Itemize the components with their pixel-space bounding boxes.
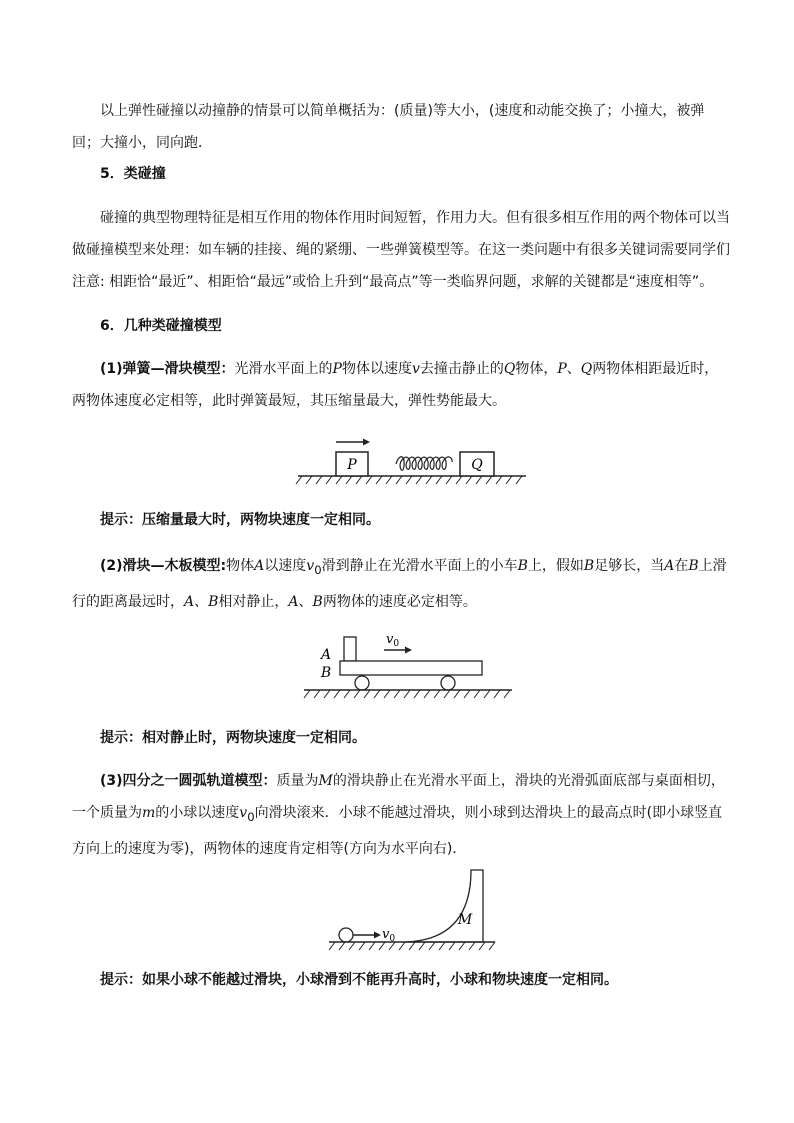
model-2-text: 两物体的速度必定相等。 <box>322 593 477 610</box>
paragraph-spring-block-model <box>72 353 732 417</box>
model-2-text: 以速度 <box>264 558 307 574</box>
var-A: A <box>254 558 265 574</box>
cart-wheel-left <box>355 676 369 690</box>
var-A: A <box>184 593 195 610</box>
var-M: M <box>318 773 333 789</box>
label-A: A <box>320 647 332 663</box>
paragraph-quarter-arc-model <box>72 765 732 865</box>
var-v0-subscript: 0 <box>314 562 322 577</box>
model-2-text: 、 <box>194 593 209 610</box>
var-B: B <box>583 558 595 574</box>
ball-m <box>339 928 353 942</box>
paragraph-elastic-summary: 以上弹性碰撞以动撞静的情景可以简单概括为：(质量)等大小，(速度和动能交换了；小撞大，被弹回；大撞小，同向跑． <box>72 103 705 151</box>
hint-block-board: 提示：相对静止时，两物块速度一定相同。 <box>100 730 366 746</box>
var-v0: v <box>239 805 248 821</box>
block-Q-label: Q <box>471 457 483 473</box>
model-2-text: 足够长，当 <box>594 558 665 574</box>
ground-hatch <box>296 476 522 484</box>
velocity-arrowhead <box>405 647 412 654</box>
figure-quarter-arc <box>325 866 505 954</box>
var-B: B <box>312 593 323 610</box>
var-v: v <box>411 361 420 377</box>
hint-quarter-arc: 提示：如果小球不能越过滑块，小球滑到不能再升高时，小球和物块速度一定相同。 <box>100 972 618 988</box>
model-3-text: 向滑块滚来．小球不能越过滑块，则小球到达滑块上的最高点时(即小球竖直方向上的速度为零)，两物体的速度肯定相等(方向为水平向右)． <box>72 805 723 857</box>
velocity-label: $v_0$ <box>382 927 396 944</box>
var-v0: v <box>306 558 315 574</box>
model-1-text: 物体， <box>515 361 558 377</box>
var-B: B <box>208 593 219 610</box>
figure-block-board <box>300 626 520 706</box>
cart-wheel-right <box>441 676 455 690</box>
model-2-text: 在 <box>674 558 689 574</box>
arc-slider-M <box>405 870 483 942</box>
model-2-text: 物体 <box>226 558 255 574</box>
model-2-text: 上滑行的距离最远时， <box>72 558 727 610</box>
model-2-text: 、 <box>298 593 313 610</box>
var-m: m <box>142 805 156 821</box>
ground-hatch <box>329 942 495 950</box>
model-1-title: (1)弹簧—滑块模型： <box>100 361 235 377</box>
model-2-text: 相对静止， <box>218 593 289 610</box>
var-P: P <box>332 361 342 377</box>
var-B: B <box>688 558 699 574</box>
model-3-text: 的滑块静止在光滑水平面上，滑块的光滑弧面底部与桌面相切，一个质量为 <box>72 773 725 821</box>
var-v0-subscript: 0 <box>247 809 255 824</box>
heading-section-6 <box>100 310 222 342</box>
velocity-arrowhead <box>363 439 370 446</box>
paragraph-block-board-model <box>72 550 732 618</box>
model-2-text: 上，假如 <box>527 558 584 574</box>
model-2-title: (2)滑块—木板模型: <box>100 558 227 574</box>
model-3-text: 质量为 <box>276 773 319 789</box>
label-B: B <box>320 665 332 681</box>
spring <box>396 457 452 471</box>
var-Q: Q <box>503 361 516 377</box>
paragraph-collision-like: 碰撞的典型物理特征是相互作用的物体作用时间短暂，作用力大。但有很多相互作用的两个物体可以当做碰撞模型来处理：如车辆的挂接、绳的紧绷、一些弹簧模型等。在这一类问题中有很多关键词需要同学们注意: 相距恰“最近”、相距恰“最远”或恰上升到“最高点”等一类临界问题，求解的关键都是“速度相等”。 <box>72 210 730 290</box>
model-3-title: (3)四分之一圆弧轨道模型： <box>100 773 277 789</box>
heading-section-5: 5．类碰撞 <box>100 166 166 182</box>
heading-section-6-text: 6．几种类碰撞模型 <box>100 318 222 334</box>
model-1-text: 去撞击静止的 <box>419 361 504 377</box>
velocity-arrowhead <box>374 932 381 939</box>
block-A <box>344 637 356 661</box>
var-B: B <box>517 558 528 574</box>
var-P: P <box>557 361 567 377</box>
hint-spring-block: 提示：压缩量最大时，两物块速度一定相同。 <box>100 512 380 528</box>
ground-hatch <box>304 690 510 698</box>
block-P-label: P <box>347 457 357 473</box>
velocity-label: $v_0$ <box>386 632 400 649</box>
model-3-text: 的小球以速度 <box>155 805 240 821</box>
figure-spring-block <box>290 428 530 486</box>
var-A: A <box>288 593 299 610</box>
var-A: A <box>664 558 675 574</box>
var-Q: Q <box>580 361 593 377</box>
cart-B <box>340 661 482 675</box>
model-1-text: 光滑水平面上的 <box>234 361 333 377</box>
model-1-text: 两物体相距最近时，两物体速度必定相等，此时弹簧最短，其压缩量最大，弹性势能最大。 <box>72 361 719 409</box>
model-2-text: 滑到静止在光滑水平面上的小车 <box>321 558 518 574</box>
model-1-text: 物体以速度 <box>341 361 412 377</box>
model-1-text: 、 <box>566 361 581 377</box>
slider-M-label: M <box>457 912 473 928</box>
